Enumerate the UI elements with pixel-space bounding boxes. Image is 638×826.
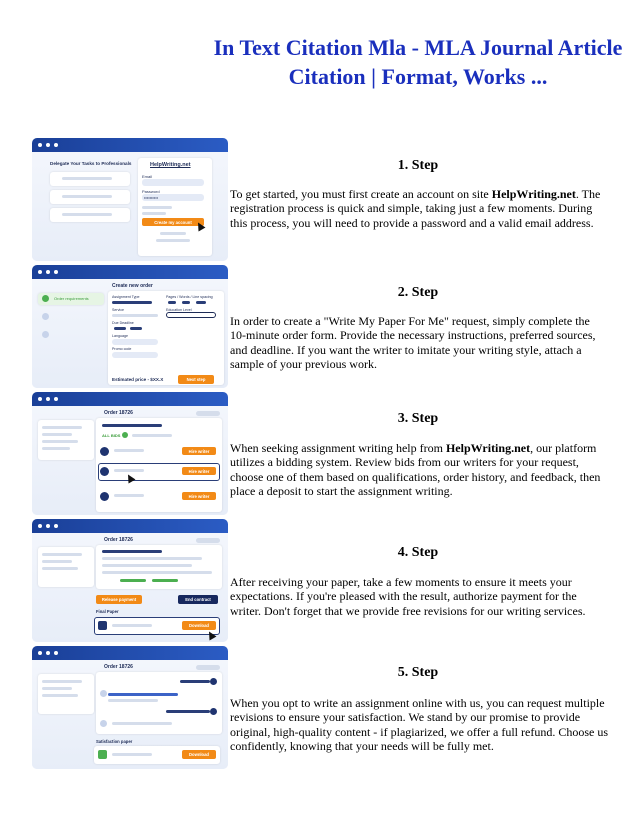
thumb-title: Create new order <box>112 283 153 289</box>
thumb-field: Education Level <box>166 308 192 312</box>
window-dot-icon <box>38 651 42 655</box>
step-5-screenshot <box>32 646 228 769</box>
step-5-text: When you opt to write an assignment online with us, you can request multiple revisions to ensure your satisfaction. We stand by our promise to provide original, high-quality content - if plagiarized, we offer a full refund. Choose us confidently, knowing that your needs will be fully met. <box>230 696 608 754</box>
window-dot-icon <box>38 524 42 528</box>
page-title: In Text Citation Mla - MLA Journal Article Citation | Format, Works ... <box>213 35 623 89</box>
step-4-heading: 4. Step <box>397 545 439 560</box>
thumb-email-label: Email <box>142 174 153 179</box>
thumb-hire-button: Hire writer <box>182 492 216 500</box>
thumb-next-button: Next step <box>178 375 214 384</box>
window-dot-icon <box>38 143 42 147</box>
window-dot-icon <box>54 524 58 528</box>
thumb-field: Promo code <box>112 347 132 351</box>
thumb-download-button: Download <box>182 621 216 630</box>
thumb-title: Order 18726 <box>104 664 133 670</box>
thumb-download-button: Download <box>182 750 216 759</box>
thumb-field: Assignment Type <box>112 295 140 299</box>
step-1-text: To get started, you must first create an account on site HelpWriting.net. The registration process is quick and simple, taking just a few moments. During this process, you will need to provide a password and a valid email address. <box>230 187 601 230</box>
brand-link: HelpWriting.net <box>491 187 576 201</box>
thumb-title: Order 18726 <box>104 537 133 543</box>
thumb-final-label: Satisfaction paper <box>96 739 133 744</box>
window-dot-icon <box>54 270 58 274</box>
thumb-password-label: Password <box>142 189 160 194</box>
window-dot-icon <box>46 397 50 401</box>
step-2-heading: 2. Step <box>397 285 439 300</box>
window-dot-icon <box>38 397 42 401</box>
window-dot-icon <box>46 524 50 528</box>
window-dot-icon <box>38 270 42 274</box>
step-4-text: After receiving your paper, take a few moments to ensure it meets your expectations. If you're pleased with the result, authorize payment for the writer. Don't forget that we provide free revisions for our writing services. <box>230 575 586 618</box>
thumb-title: Order 18726 <box>104 410 133 416</box>
thumb-bids-count: ALL BIDS <box>102 433 121 438</box>
thumb-create-account-button: Create my account <box>142 218 204 226</box>
window-dot-icon <box>54 143 58 147</box>
thumb-field: Pages / Words / Line spacing <box>166 295 213 299</box>
window-bar <box>32 265 228 279</box>
thumb-estimate: Estimated price - $XX.X <box>112 377 164 382</box>
thumb-field: Service <box>112 308 124 312</box>
step-3-heading: 3. Step <box>397 411 439 426</box>
thumb-end-button: End contract <box>178 595 218 604</box>
thumb-field: Language <box>112 334 128 338</box>
brand-link: HelpWriting.net <box>445 441 531 455</box>
window-dot-icon <box>46 270 50 274</box>
thumb-password-mask: •••••••••• <box>144 195 159 200</box>
step-2-screenshot <box>32 265 228 388</box>
window-bar <box>32 519 228 533</box>
thumb-side-item: Order requirements <box>54 296 89 301</box>
window-bar <box>32 646 228 660</box>
step-1-heading: 1. Step <box>397 158 439 173</box>
window-dot-icon <box>54 651 58 655</box>
step-5-heading: 5. Step <box>397 665 439 680</box>
thumb-field: Due Deadline <box>112 321 134 325</box>
window-dot-icon <box>54 397 58 401</box>
step-4-screenshot <box>32 519 228 642</box>
step-3-screenshot <box>32 392 228 515</box>
thumb-hire-button: Hire writer <box>182 467 216 475</box>
thumb-left-title: Delegate Your Tasks to Professionals <box>50 161 132 166</box>
window-dot-icon <box>46 143 50 147</box>
thumb-logo: HelpWriting.net <box>150 162 191 168</box>
window-dot-icon <box>46 651 50 655</box>
window-bar <box>32 138 228 152</box>
thumb-hire-button: Hire writer <box>182 447 216 455</box>
window-bar <box>32 392 228 406</box>
step-2-text: In order to create a "Write My Paper For Me" request, simply complete the 10-minute order form. Provide the necessary instructions, preferred sources, and deadline. If you want the writer to imitate your writing style, attach a sample of your previous work. <box>230 314 596 372</box>
thumb-final-label: Final Paper <box>96 609 119 614</box>
step-3-text: When seeking assignment writing help from HelpWriting.net, our platform utilizes a bidding system. Review bids from our writers for your request, choose one of them based on qualifications, order history, and feedback, then place a deposit to start the assignment writing. <box>230 441 601 499</box>
step-1-screenshot <box>32 138 228 261</box>
thumb-release-button: Release payment <box>96 595 142 604</box>
